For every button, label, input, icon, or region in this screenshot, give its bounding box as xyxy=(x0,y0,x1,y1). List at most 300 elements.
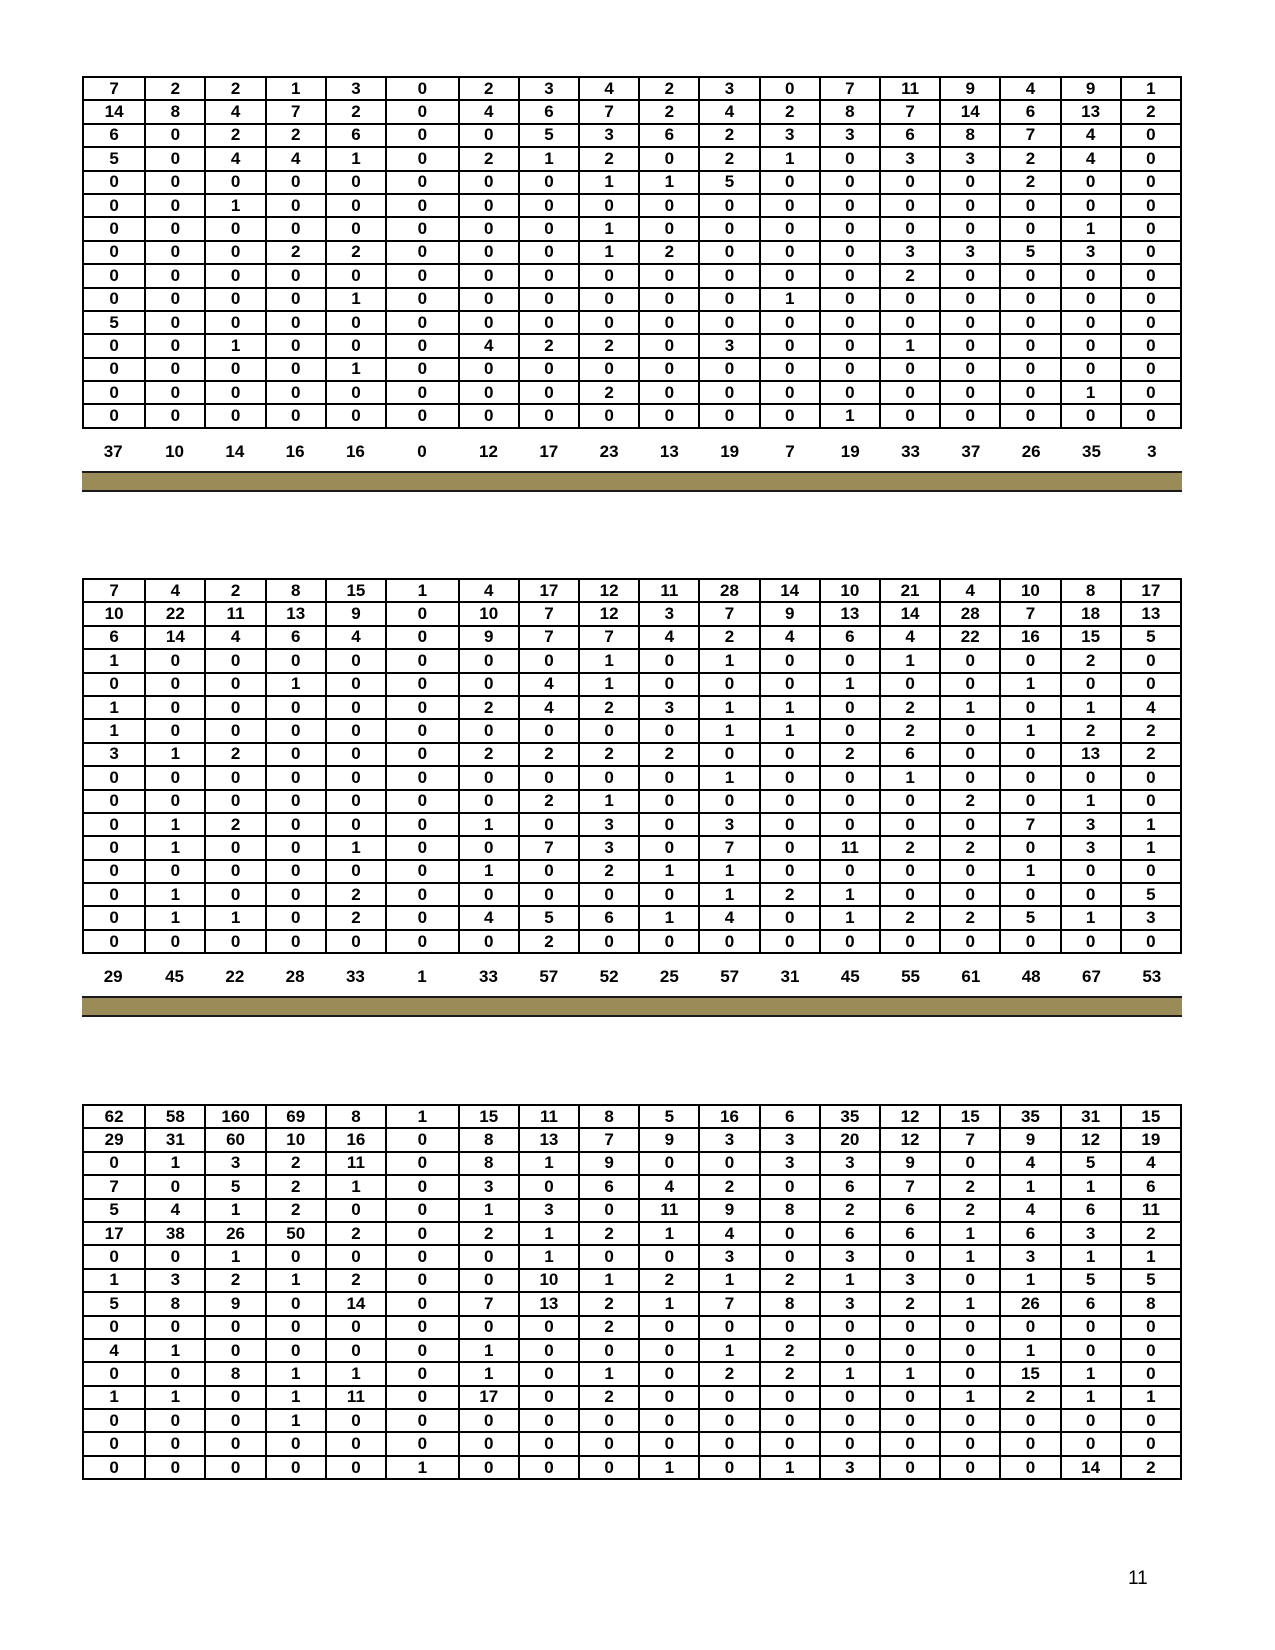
table-row xyxy=(83,930,1181,953)
table-cell: 0 xyxy=(760,217,820,240)
table-row xyxy=(83,883,1181,906)
table-cell: 62 xyxy=(83,1105,145,1128)
table-cell: 0 xyxy=(820,1409,880,1432)
table-cell: 1 xyxy=(326,288,386,311)
table-cell: 0 xyxy=(386,930,459,953)
table-cell: 1 xyxy=(145,883,205,906)
table-cell: 0 xyxy=(266,696,326,719)
table-cell: 0 xyxy=(83,1152,145,1175)
table-cell: 11 xyxy=(820,836,880,859)
table-cell: 2 xyxy=(699,1362,759,1385)
table-cell: 4 xyxy=(205,100,265,123)
table-cell: 2 xyxy=(459,1222,519,1245)
table-cell: 7 xyxy=(83,1175,145,1198)
total-cell: 22 xyxy=(225,967,245,987)
table-row xyxy=(83,358,1181,381)
table-cell: 0 xyxy=(386,381,459,404)
table-cell: 2 xyxy=(760,1269,820,1292)
table-cell: 1 xyxy=(205,906,265,929)
table-cell: 0 xyxy=(579,1339,639,1362)
table-cell: 1 xyxy=(820,906,880,929)
table-cell: 4 xyxy=(459,579,519,602)
table-cell: 4 xyxy=(1121,1152,1181,1175)
table-cell: 7 xyxy=(699,602,759,625)
table-cell: 0 xyxy=(820,381,880,404)
table-cell: 0 xyxy=(820,288,880,311)
table-cell: 0 xyxy=(1061,766,1121,789)
table-cell: 0 xyxy=(1121,860,1181,883)
total-cell: 29 xyxy=(103,967,123,987)
table-cell: 2 xyxy=(699,626,759,649)
table-cell: 0 xyxy=(326,930,386,953)
total-cell: 31 xyxy=(780,967,800,987)
table-row xyxy=(83,1269,1181,1292)
total-cell: 37 xyxy=(103,441,123,461)
table-cell: 1 xyxy=(579,649,639,672)
table-row xyxy=(83,100,1181,123)
table-cell: 1 xyxy=(1000,719,1060,742)
table-cell: 2 xyxy=(579,147,639,170)
table-cell: 0 xyxy=(699,1432,759,1455)
table-cell: 0 xyxy=(386,1292,459,1315)
table-cell: 3 xyxy=(326,77,386,100)
table-cell: 0 xyxy=(145,673,205,696)
section-divider-band xyxy=(82,471,1182,492)
table-cell: 11 xyxy=(639,1199,699,1222)
table-cell: 0 xyxy=(699,288,759,311)
table-cell: 6 xyxy=(760,1105,820,1128)
table-cell: 1 xyxy=(699,766,759,789)
table-cell: 14 xyxy=(760,579,820,602)
table-cell: 0 xyxy=(880,1316,940,1339)
table-cell: 2 xyxy=(519,790,579,813)
table-cell: 0 xyxy=(519,311,579,334)
table-cell: 1 xyxy=(639,1222,699,1245)
table-cell: 0 xyxy=(145,381,205,404)
table-cell: 0 xyxy=(1000,1316,1060,1339)
table-cell: 9 xyxy=(699,1199,759,1222)
table-cell: 1 xyxy=(459,813,519,836)
table-cell: 8 xyxy=(145,100,205,123)
table-cell: 5 xyxy=(519,124,579,147)
total-cell: 1 xyxy=(417,967,427,987)
table-row xyxy=(83,1456,1181,1479)
table-cell: 9 xyxy=(880,1152,940,1175)
total-cell: 33 xyxy=(479,967,498,987)
table-cell: 0 xyxy=(519,813,579,836)
table-cell: 1 xyxy=(205,1199,265,1222)
table-cell: 0 xyxy=(639,836,699,859)
table-cell: 0 xyxy=(579,194,639,217)
table-cell: 0 xyxy=(1000,358,1060,381)
data-table-2 xyxy=(82,578,1182,954)
total-cell: 19 xyxy=(840,441,860,461)
table-cell: 1 xyxy=(699,719,759,742)
table-cell: 16 xyxy=(326,1128,386,1151)
table-cell: 9 xyxy=(1061,77,1121,100)
table-row xyxy=(83,1339,1181,1362)
table-cell: 0 xyxy=(820,217,880,240)
table-cell: 0 xyxy=(145,1409,205,1432)
table-cell: 0 xyxy=(1121,194,1181,217)
table-cell: 2 xyxy=(266,124,326,147)
table-cell: 0 xyxy=(1000,836,1060,859)
table-cell: 2 xyxy=(699,124,759,147)
table-cell: 0 xyxy=(1000,194,1060,217)
table-cell: 3 xyxy=(820,1245,880,1268)
table-cell: 0 xyxy=(145,288,205,311)
table-cell: 1 xyxy=(519,1152,579,1175)
table-cell: 0 xyxy=(940,766,1000,789)
table-cell: 0 xyxy=(459,264,519,287)
table-cell: 7 xyxy=(519,836,579,859)
section-divider-band xyxy=(82,996,1182,1017)
table-cell: 3 xyxy=(639,696,699,719)
table-cell: 2 xyxy=(145,77,205,100)
table-cell: 0 xyxy=(820,1339,880,1362)
table-cell: 0 xyxy=(1121,1339,1181,1362)
table-cell: 0 xyxy=(519,217,579,240)
table-cell: 3 xyxy=(820,1456,880,1479)
table-row xyxy=(83,288,1181,311)
table-cell: 0 xyxy=(940,171,1000,194)
table-cell: 7 xyxy=(699,836,759,859)
table-cell: 0 xyxy=(83,264,145,287)
table-cell: 0 xyxy=(639,649,699,672)
page-number: 11 xyxy=(1128,1568,1148,1589)
table-cell: 0 xyxy=(639,311,699,334)
table-cell: 4 xyxy=(1061,124,1121,147)
table-cell: 0 xyxy=(519,1175,579,1198)
table-cell: 6 xyxy=(1000,1222,1060,1245)
table-cell: 0 xyxy=(83,288,145,311)
table-cell: 58 xyxy=(145,1105,205,1128)
total-cell: 57 xyxy=(720,967,740,987)
total-cell: 35 xyxy=(1081,441,1101,461)
table-cell: 0 xyxy=(940,381,1000,404)
table-cell: 1 xyxy=(1061,790,1121,813)
table-row xyxy=(83,1245,1181,1268)
table-cell: 4 xyxy=(459,334,519,357)
table-cell: 4 xyxy=(205,626,265,649)
table-cell: 0 xyxy=(205,1316,265,1339)
table-cell: 0 xyxy=(1000,334,1060,357)
table-cell: 8 xyxy=(145,1292,205,1315)
total-cell: 16 xyxy=(285,441,305,461)
table-cell: 0 xyxy=(326,1456,386,1479)
table-cell: 9 xyxy=(639,1128,699,1151)
table-cell: 2 xyxy=(880,696,940,719)
table-cell: 0 xyxy=(326,649,386,672)
table-cell: 1 xyxy=(83,1386,145,1409)
table-cell: 1 xyxy=(820,673,880,696)
table-cell: 0 xyxy=(940,334,1000,357)
table-cell: 0 xyxy=(940,1432,1000,1455)
table-cell: 1 xyxy=(145,836,205,859)
table-cell: 8 xyxy=(579,1105,639,1128)
table-cell: 6 xyxy=(880,1199,940,1222)
table-cell: 0 xyxy=(205,217,265,240)
table-cell: 0 xyxy=(639,813,699,836)
table-cell: 7 xyxy=(880,100,940,123)
table-cell: 3 xyxy=(459,1175,519,1198)
table-cell: 1 xyxy=(880,649,940,672)
table-cell: 1 xyxy=(1000,1175,1060,1198)
total-cell: 0 xyxy=(417,441,427,461)
table-cell: 14 xyxy=(940,100,1000,123)
table-cell: 3 xyxy=(1061,241,1121,264)
table-cell: 13 xyxy=(519,1128,579,1151)
table-cell: 0 xyxy=(880,673,940,696)
table-cell: 0 xyxy=(386,241,459,264)
table-cell: 0 xyxy=(386,1245,459,1268)
table-cell: 4 xyxy=(1000,1152,1060,1175)
table-cell: 9 xyxy=(579,1152,639,1175)
table-cell: 0 xyxy=(326,217,386,240)
table-cell: 0 xyxy=(579,404,639,427)
table-cell: 0 xyxy=(1061,1339,1121,1362)
table-cell: 0 xyxy=(940,194,1000,217)
table-cell: 0 xyxy=(83,381,145,404)
table-cell: 0 xyxy=(1000,766,1060,789)
table-cell: 6 xyxy=(519,100,579,123)
table-cell: 0 xyxy=(1121,217,1181,240)
table-cell: 0 xyxy=(386,790,459,813)
table-cell: 0 xyxy=(266,1432,326,1455)
table-row xyxy=(83,836,1181,859)
table-cell: 1 xyxy=(145,1386,205,1409)
table-cell: 0 xyxy=(820,719,880,742)
table-cell: 0 xyxy=(1061,930,1121,953)
table-cell: 4 xyxy=(940,579,1000,602)
table-cell: 2 xyxy=(940,1199,1000,1222)
table-cell: 8 xyxy=(760,1292,820,1315)
table-cell: 2 xyxy=(205,1269,265,1292)
table-cell: 0 xyxy=(820,1316,880,1339)
table-cell: 1 xyxy=(1000,1269,1060,1292)
table-cell: 13 xyxy=(266,602,326,625)
table-cell: 1 xyxy=(386,1456,459,1479)
table-cell: 0 xyxy=(1061,171,1121,194)
table-cell: 1 xyxy=(639,860,699,883)
table-cell: 0 xyxy=(1000,883,1060,906)
table-cell: 2 xyxy=(639,743,699,766)
data-table-3 xyxy=(82,1104,1182,1480)
table-cell: 16 xyxy=(699,1105,759,1128)
table-cell: 1 xyxy=(266,1269,326,1292)
table-cell: 0 xyxy=(459,649,519,672)
table-cell: 0 xyxy=(880,1245,940,1268)
table-cell: 2 xyxy=(760,1339,820,1362)
table-row xyxy=(83,264,1181,287)
table-cell: 0 xyxy=(83,1316,145,1339)
table-cell: 3 xyxy=(145,1269,205,1292)
table-cell: 0 xyxy=(205,790,265,813)
table-cell: 7 xyxy=(519,626,579,649)
table-row xyxy=(83,1409,1181,1432)
table-cell: 0 xyxy=(459,358,519,381)
table-cell: 6 xyxy=(880,124,940,147)
table-cell: 0 xyxy=(266,860,326,883)
table-cell: 1 xyxy=(145,906,205,929)
table-cell: 0 xyxy=(820,766,880,789)
table-cell: 2 xyxy=(1000,1386,1060,1409)
table-cell: 0 xyxy=(880,311,940,334)
table-cell: 0 xyxy=(760,906,820,929)
table-cell: 29 xyxy=(83,1128,145,1151)
table-cell: 0 xyxy=(639,883,699,906)
table-cell: 0 xyxy=(760,790,820,813)
table-cell: 0 xyxy=(760,381,820,404)
table-cell: 0 xyxy=(266,836,326,859)
table-cell: 2 xyxy=(699,1175,759,1198)
table-cell: 5 xyxy=(1121,883,1181,906)
table-cell: 0 xyxy=(1121,264,1181,287)
table-cell: 1 xyxy=(760,719,820,742)
table-row xyxy=(83,217,1181,240)
table-cell: 0 xyxy=(266,1292,326,1315)
table-cell: 3 xyxy=(940,147,1000,170)
total-cell: 25 xyxy=(659,967,679,987)
table-cell: 6 xyxy=(820,1175,880,1198)
table-cell: 0 xyxy=(459,381,519,404)
table-cell: 3 xyxy=(579,836,639,859)
table-cell: 2 xyxy=(940,906,1000,929)
table-cell: 0 xyxy=(820,1386,880,1409)
table-row xyxy=(83,241,1181,264)
table-cell: 1 xyxy=(386,1105,459,1128)
table-cell: 1 xyxy=(760,147,820,170)
table-cell: 1 xyxy=(459,1362,519,1385)
table-cell: 8 xyxy=(266,579,326,602)
table-cell: 0 xyxy=(326,813,386,836)
table-cell: 0 xyxy=(760,1386,820,1409)
table-cell: 0 xyxy=(1121,1432,1181,1455)
table-cell: 0 xyxy=(699,1456,759,1479)
table-cell: 0 xyxy=(459,836,519,859)
table-cell: 2 xyxy=(760,100,820,123)
table-cell: 0 xyxy=(386,1175,459,1198)
table-cell: 3 xyxy=(205,1152,265,1175)
table-cell: 2 xyxy=(266,1175,326,1198)
table-cell: 0 xyxy=(880,404,940,427)
table-cell: 0 xyxy=(519,1409,579,1432)
total-cell: 10 xyxy=(165,441,184,461)
table-cell: 2 xyxy=(579,381,639,404)
table-cell: 2 xyxy=(820,743,880,766)
table-cell: 0 xyxy=(880,381,940,404)
table-cell: 0 xyxy=(1000,264,1060,287)
table-cell: 0 xyxy=(326,1432,386,1455)
table-cell: 0 xyxy=(386,1152,459,1175)
table-cell: 2 xyxy=(459,147,519,170)
table-cell: 0 xyxy=(1121,1362,1181,1385)
table-cell: 4 xyxy=(459,100,519,123)
table-cell: 1 xyxy=(1061,1175,1121,1198)
table-cell: 1 xyxy=(579,673,639,696)
table-cell: 0 xyxy=(386,836,459,859)
table-cell: 0 xyxy=(83,883,145,906)
table-cell: 0 xyxy=(880,1456,940,1479)
table-cell: 15 xyxy=(459,1105,519,1128)
table-cell: 0 xyxy=(266,766,326,789)
table-cell: 1 xyxy=(880,1362,940,1385)
table-cell: 10 xyxy=(459,602,519,625)
table-cell: 15 xyxy=(1000,1362,1060,1385)
table-cell: 0 xyxy=(639,288,699,311)
table-cell: 0 xyxy=(940,404,1000,427)
table-cell: 0 xyxy=(820,171,880,194)
table-cell: 0 xyxy=(940,358,1000,381)
table-cell: 0 xyxy=(145,124,205,147)
table-cell: 0 xyxy=(940,1362,1000,1385)
table-cell: 10 xyxy=(1000,579,1060,602)
table-cell: 0 xyxy=(1061,334,1121,357)
table-cell: 6 xyxy=(1000,100,1060,123)
table-cell: 0 xyxy=(145,696,205,719)
table-cell: 5 xyxy=(1061,1152,1121,1175)
table-cell: 0 xyxy=(760,1175,820,1198)
table-cell: 0 xyxy=(880,171,940,194)
totals-row-2 xyxy=(82,960,1182,994)
table-cell: 7 xyxy=(1000,813,1060,836)
table-cell: 4 xyxy=(205,147,265,170)
total-cell: 57 xyxy=(539,967,559,987)
table-cell: 7 xyxy=(1000,124,1060,147)
table-cell: 0 xyxy=(83,194,145,217)
table-cell: 2 xyxy=(579,1292,639,1315)
table-cell: 0 xyxy=(639,334,699,357)
table-cell: 0 xyxy=(940,883,1000,906)
table-cell: 0 xyxy=(386,311,459,334)
table-cell: 0 xyxy=(266,311,326,334)
table-cell: 0 xyxy=(1000,743,1060,766)
table-cell: 0 xyxy=(326,743,386,766)
table-cell: 2 xyxy=(639,100,699,123)
table-cell: 0 xyxy=(940,1456,1000,1479)
total-cell: 26 xyxy=(1021,441,1041,461)
table-cell: 0 xyxy=(579,311,639,334)
table-cell: 2 xyxy=(760,883,820,906)
table-cell: 0 xyxy=(760,1432,820,1455)
table-cell: 1 xyxy=(1061,217,1121,240)
table-cell: 2 xyxy=(940,836,1000,859)
table-cell: 0 xyxy=(326,381,386,404)
table-cell: 0 xyxy=(205,264,265,287)
table-cell: 0 xyxy=(266,743,326,766)
table-cell: 0 xyxy=(880,790,940,813)
table-cell: 0 xyxy=(386,766,459,789)
table-cell: 0 xyxy=(639,1432,699,1455)
table-cell: 9 xyxy=(205,1292,265,1315)
table-cell: 0 xyxy=(760,673,820,696)
table-cell: 2 xyxy=(1000,171,1060,194)
table-cell: 0 xyxy=(326,194,386,217)
table-cell: 0 xyxy=(639,358,699,381)
table-cell: 1 xyxy=(940,1292,1000,1315)
table-cell: 0 xyxy=(205,649,265,672)
table-cell: 17 xyxy=(459,1386,519,1409)
table-cell: 4 xyxy=(699,1222,759,1245)
table-cell: 2 xyxy=(880,1292,940,1315)
table-cell: 0 xyxy=(145,217,205,240)
total-cell: 33 xyxy=(345,967,365,987)
table-cell: 0 xyxy=(459,311,519,334)
table-cell: 0 xyxy=(820,334,880,357)
table-cell: 0 xyxy=(459,217,519,240)
table-cell: 2 xyxy=(519,930,579,953)
table-cell: 0 xyxy=(205,860,265,883)
